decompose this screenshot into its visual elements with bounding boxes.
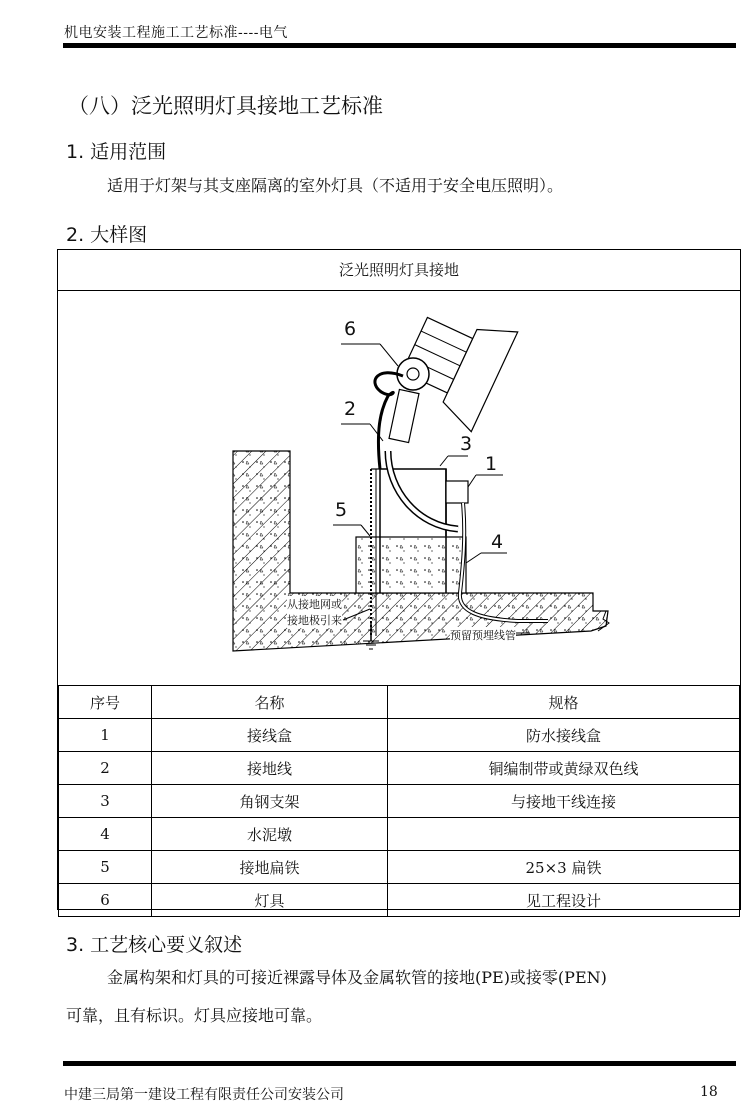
cell-spec: 防水接线盒 [388, 719, 740, 752]
section-3-line-2: 可靠，且有标识。灯具应接地可靠。 [66, 1006, 323, 1025]
cell-spec [388, 818, 740, 851]
section-3-line-1: 金属构架和灯具的可接近裸露导体及金属软管的接地(PE)或接零(PEN) [107, 968, 607, 987]
header-rule [63, 43, 736, 48]
cell-name: 接地线 [152, 752, 388, 785]
cell-index: 5 [59, 851, 152, 884]
callout-5: 5 [335, 499, 348, 521]
callout-2: 2 [344, 398, 357, 420]
footer-company: 中建三局第一建设工程有限责任公司安装公司 [64, 1087, 344, 1103]
running-header: 机电安装工程施工工艺标准----电气 [64, 25, 288, 41]
page-title: （八）泛光照明灯具接地工艺标准 [68, 94, 383, 118]
col-header-index: 序号 [59, 686, 152, 719]
section-1-heading: 1. 适用范围 [66, 141, 167, 163]
cell-name: 水泥墩 [152, 818, 388, 851]
cell-spec: 见工程设计 [388, 884, 740, 917]
table-header-row [59, 686, 740, 719]
cell-name: 接地扁铁 [152, 851, 388, 884]
cell-spec: 25×3 扁铁 [388, 851, 740, 884]
table-row [59, 785, 740, 818]
table-row [59, 818, 740, 851]
cell-spec: 与接地干线连接 [388, 785, 740, 818]
cell-spec: 铜编制带或黄绿双色线 [388, 752, 740, 785]
col-header-spec: 规格 [388, 686, 740, 719]
table-row [59, 884, 740, 917]
cell-name: 接线盒 [152, 719, 388, 752]
cell-index: 4 [59, 818, 152, 851]
annotation-source-1: 从接地网或 [287, 598, 342, 611]
grounding-diagram [58, 291, 740, 685]
section-1-text: 适用于灯架与其支座隔离的室外灯具（不适用于安全电压照明）。 [107, 176, 564, 195]
section-3-heading: 3. 工艺核心要义叙述 [66, 934, 243, 956]
page-number: 18 [700, 1084, 718, 1100]
col-header-name: 名称 [152, 686, 388, 719]
footer-rule [63, 1061, 736, 1066]
table-row [59, 719, 740, 752]
component-table [58, 685, 740, 917]
cell-index: 2 [59, 752, 152, 785]
callout-4: 4 [491, 531, 504, 553]
callout-6: 6 [344, 318, 357, 340]
table-row [59, 752, 740, 785]
cell-index: 1 [59, 719, 152, 752]
annotation-conduit: 预留预埋线管 [450, 629, 516, 642]
junction-box [446, 481, 468, 503]
section-2-heading: 2. 大样图 [66, 224, 148, 246]
figure-title: 泛光照明灯具接地 [58, 250, 740, 291]
detail-drawing-box [57, 249, 741, 910]
detail-drawing [58, 291, 740, 685]
table-row [59, 851, 740, 884]
callout-3: 3 [460, 433, 473, 455]
cell-name: 角钢支架 [152, 785, 388, 818]
cell-index: 3 [59, 785, 152, 818]
callout-1: 1 [485, 453, 498, 475]
cell-name: 灯具 [152, 884, 388, 917]
annotation-source-2: 接地极引来 [287, 614, 342, 627]
cell-index: 6 [59, 884, 152, 917]
